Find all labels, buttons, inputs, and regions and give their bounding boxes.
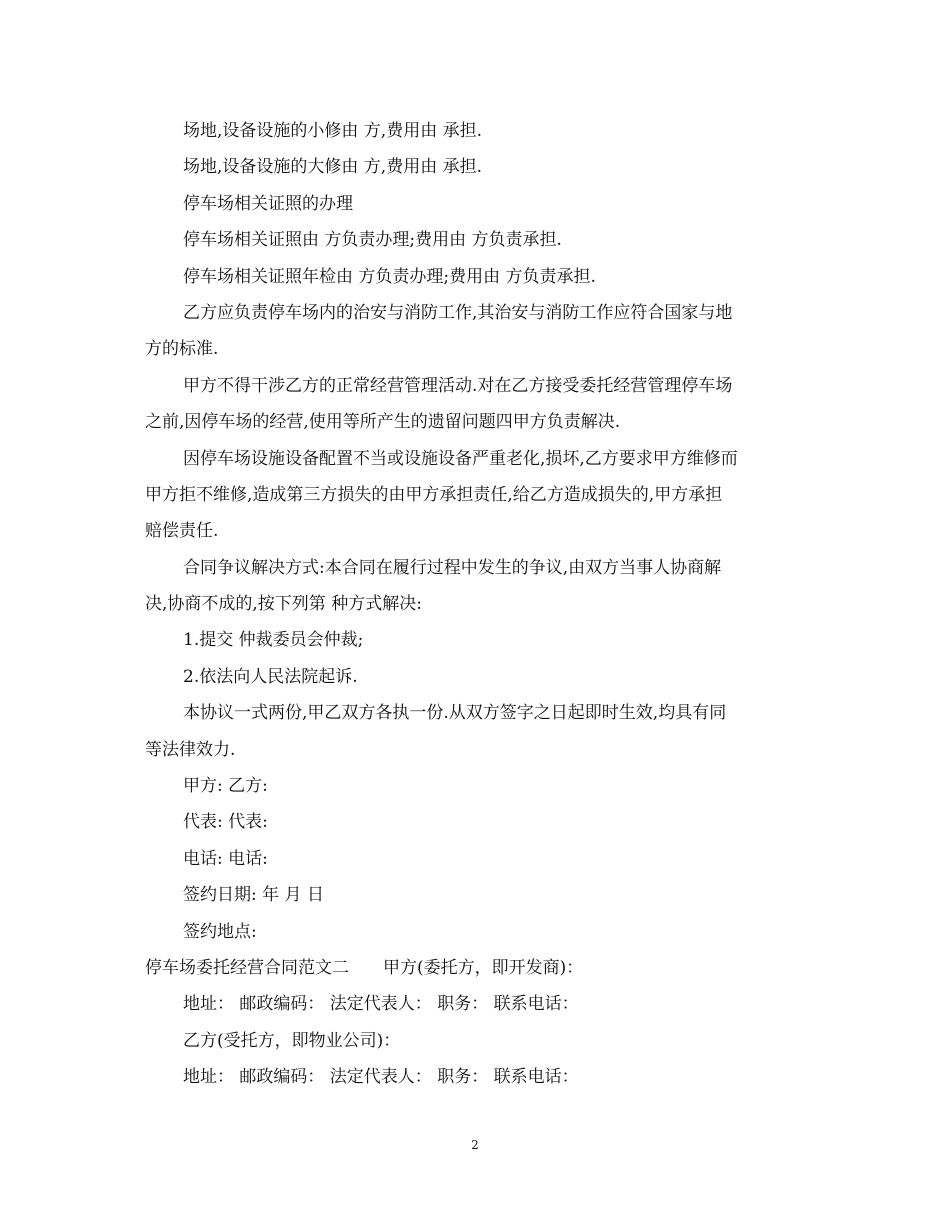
text-line: 停车场相关证照由 方负责办理;费用由 方负责承担. [183, 230, 562, 251]
document-body [145, 113, 805, 1096]
paragraph-line: 因停车场设施设备配置不当或设施设备严重老化,损坏,乙方要求甲方维修而 [183, 448, 738, 469]
paragraph-line: 甲方拒不维修,造成第三方损失的由甲方承担责任,给乙方造成损失的,甲方承担 [145, 484, 723, 505]
section-title-line: 停车场委托经营合同范文二 甲方(委托方，即开发商)： [145, 957, 584, 978]
paragraph-line: 合同争议解决方式:本合同在履行过程中发生的争议,由双方当事人协商解 [183, 557, 722, 578]
party-heading-line: 乙方(受托方，即物业公司)： [183, 1030, 401, 1051]
party-details-line: 地址： 邮政编码： 法定代表人： 职务： 联系电话： [183, 994, 579, 1015]
list-item: 1.提交 仲裁委员会仲裁; [183, 630, 364, 651]
paragraph-line: 甲方不得干涉乙方的正常经营管理活动.对在乙方接受委托经营管理停车场 [183, 375, 733, 396]
paragraph-line: 方的标准. [145, 339, 219, 360]
paragraph-line: 等法律效力. [145, 739, 236, 760]
text-line: 场地,设备设施的大修由 方,费用由 承担. [183, 157, 483, 178]
paragraph-line: 本协议一式两份,甲乙双方各执一份.从双方签字之日起即时生效,均具有同 [183, 703, 727, 724]
paragraph-line: 赔偿责任. [145, 521, 219, 542]
signature-party-line: 甲方: 乙方: [183, 776, 268, 797]
list-item: 2.依法向人民法院起诉. [183, 666, 358, 687]
section-heading: 停车场相关证照的办理 [183, 193, 353, 214]
text-line: 场地,设备设施的小修由 方,费用由 承担. [183, 121, 483, 141]
page-number: 2 [471, 1138, 479, 1152]
signing-date-line: 签约日期: 年 月 日 [183, 885, 324, 906]
signature-representative-line: 代表: 代表: [183, 812, 268, 833]
paragraph-line: 之前,因停车场的经营,使用等所产生的遗留问题四甲方负责解决. [145, 412, 621, 433]
signature-phone-line: 电话: 电话: [183, 848, 268, 869]
signing-place-line: 签约地点: [183, 921, 257, 942]
paragraph-line: 决,协商不成的,按下列第 种方式解决: [145, 594, 422, 615]
party-details-line: 地址： 邮政编码： 法定代表人： 职务： 联系电话： [183, 1067, 579, 1088]
paragraph-line: 乙方应负责停车场内的治安与消防工作,其治安与消防工作应符合国家与地 [183, 302, 733, 323]
text-line: 停车场相关证照年检由 方负责办理;费用由 方负责承担. [183, 266, 596, 287]
